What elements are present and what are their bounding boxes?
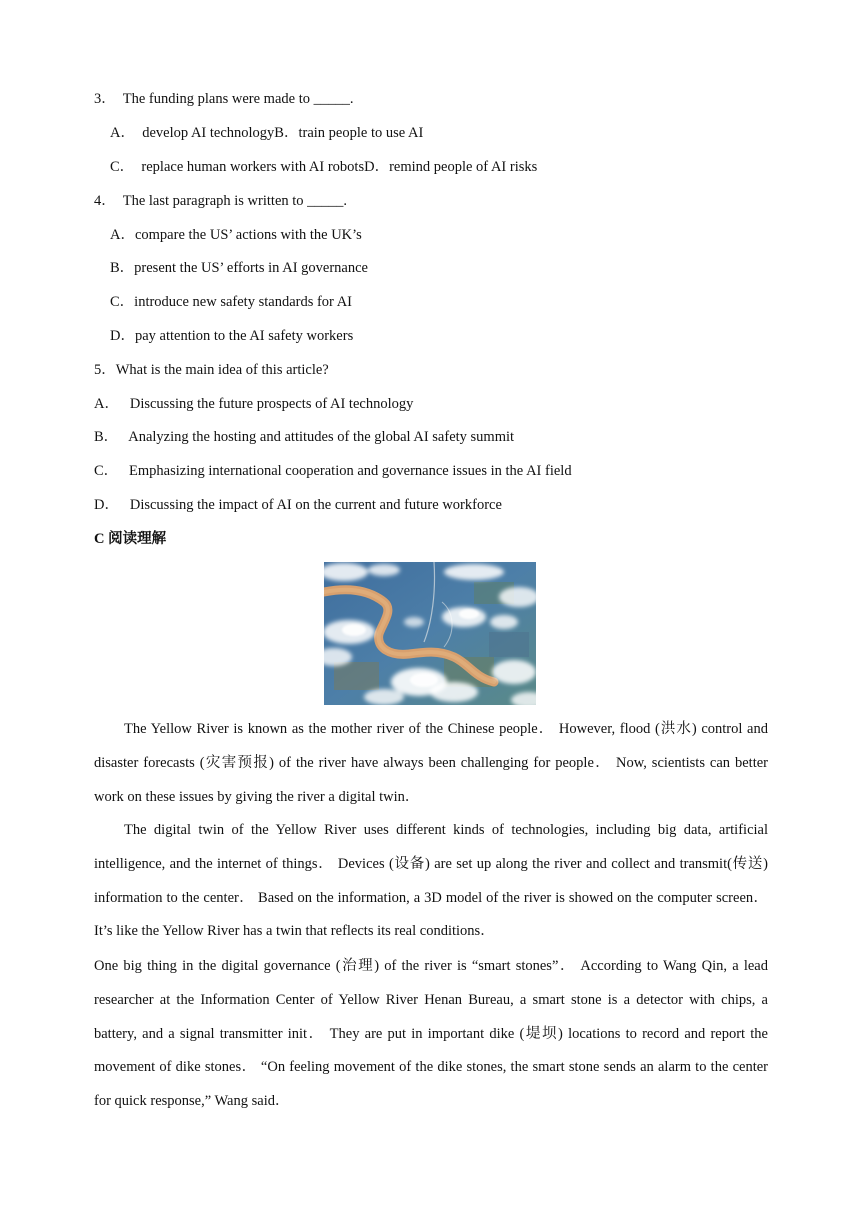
passage-paragraph-1: The Yellow River is known as the mother river of the Chinese people． However, flood (洪水) control and disaster forecasts (灾害预报) of the river have always been challenging for people． Now, scientists can better work on these issues by giving the river a digital twin． xyxy=(94,721,768,805)
section-heading: C 阅读理解 xyxy=(94,531,167,547)
passage-paragraph-2: The digital twin of the Yellow River uses different kinds of technologies, including big data, artificial intelligence, and the internet of things． Devices (设备) are set up along the river and collect and transmit(传送) information to the center． Based on the information, a 3D model of the river is showed on the computer screen． It’s like the Yellow River has a twin that reflects its real conditions． xyxy=(94,822,768,940)
question-4-option-c: C．introduce new safety standards for AI xyxy=(110,294,353,310)
question-4-option-a: A．compare the US’ actions with the UK’s xyxy=(110,227,362,243)
question-5-option-c: C． Emphasizing international cooperation and governance issues in the AI field xyxy=(94,463,572,479)
question-4-stem: 4． The last paragraph is written to _____. xyxy=(94,193,348,209)
question-3-option-ab: A． develop AI technologyB．train people to use AI xyxy=(110,125,424,141)
question-3-option-cd: C． replace human workers with AI robotsD．remind people of AI risks xyxy=(110,159,538,175)
yellow-river-aerial-image xyxy=(324,562,536,705)
question-5-option-a: A． Discussing the future prospects of AI technology xyxy=(94,396,414,412)
question-5-stem: 5．What is the main idea of this article? xyxy=(94,362,329,378)
question-3-stem: 3． The funding plans were made to _____. xyxy=(94,91,354,107)
question-5-option-d: D． Discussing the impact of AI on the current and future workforce xyxy=(94,497,502,513)
question-4-option-b: B．present the US’ efforts in AI governance xyxy=(110,260,368,276)
passage-paragraph-3: One big thing in the digital governance (治理) of the river is “smart stones”． According to Wang Qin, a lead researcher at the Information Center of Yellow River Henan Bureau, a smart stone is a detector with chips, a battery, and a signal transmitter init． They are put in important dike (堤坝) locations to record and report the movement of dike stones． “On feeling movement of the dike stones, the smart stone sends an alarm to the center for quick response,” Wang said． xyxy=(94,958,768,1110)
question-5-option-b: B． Analyzing the hosting and attitudes of the global AI safety summit xyxy=(94,429,515,445)
question-4-option-d: D．pay attention to the AI safety workers xyxy=(110,328,354,344)
